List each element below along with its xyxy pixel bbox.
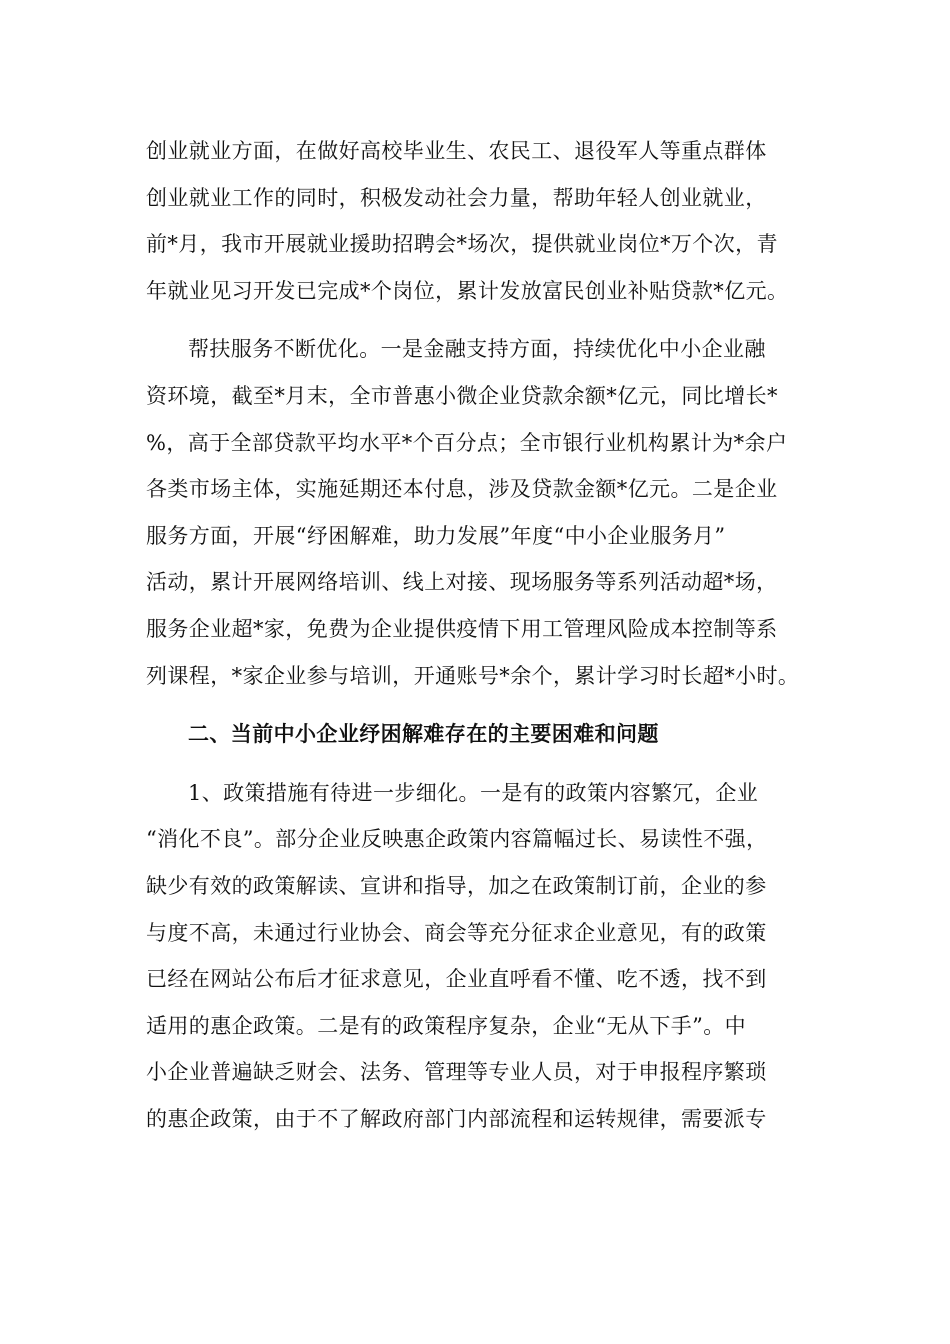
text-line: %，高于全部贷款平均水平*个百分点；全市银行业机构累计为*余户 — [146, 430, 788, 455]
text-line: 各类市场主体，实施延期还本付息，涉及贷款金额*亿元。二是企业 — [146, 477, 778, 502]
text-line: 小企业普遍缺乏财会、法务、管理等专业人员，对于申报程序繁琐 — [146, 1060, 767, 1085]
text-line: 服务企业超*家，免费为企业提供疫情下用工管理风险成本控制等系 — [146, 616, 778, 641]
text-line: 创业就业工作的同时，积极发动社会力量，帮助年轻人创业就业， — [146, 185, 767, 210]
text-line: “消化不良”。部分企业反映惠企政策内容篇幅过长、易读性不强， — [146, 827, 768, 852]
section-heading: 二、当前中小企业纾困解难存在的主要困难和问题 — [188, 721, 659, 747]
text-line: 活动，累计开展网络培训、线上对接、现场服务等系列活动超*场， — [146, 570, 778, 595]
paragraph-service-optimization — [146, 326, 826, 699]
paragraph-policy-issues — [146, 770, 826, 1143]
document-body — [146, 128, 826, 1142]
text-line: 前*月，我市开展就业援助招聘会*场次，提供就业岗位*万个次，青 — [146, 232, 778, 257]
text-line: 已经在网站公布后才征求意见，企业直呼看不懂、吃不透，找不到 — [146, 967, 767, 992]
paragraph-spacer — [146, 314, 826, 326]
text-line: 1、政策措施有待进一步细化。一是有的政策内容繁冗，企业 — [188, 780, 759, 805]
text-line: 创业就业方面，在做好高校毕业生、农民工、退役军人等重点群体 — [146, 139, 767, 163]
paragraph-spacer — [146, 758, 826, 770]
paragraph-employment — [146, 128, 826, 314]
text-line: 的惠企政策，由于不了解政府部门内部流程和运转规律，需要派专 — [146, 1106, 767, 1131]
text-line: 与度不高，未通过行业协会、商会等充分征求企业意见，有的政策 — [146, 920, 767, 945]
text-line: 服务方面，开展“纾困解难，助力发展”年度“中小企业服务月” — [146, 523, 726, 548]
text-line: 缺少有效的政策解读、宣讲和指导，加之在政策制订前，企业的参 — [146, 873, 767, 898]
text-line: 列课程，*家企业参与培训，开通账号*余个，累计学习时长超*小时。 — [146, 663, 800, 688]
text-line: 年就业见习开发已完成*个岗位，累计发放富民创业补贴贷款*亿元。 — [146, 278, 789, 303]
paragraph-spacer — [146, 699, 826, 711]
text-line: 适用的惠企政策。二是有的政策程序复杂，企业“无从下手”。中 — [146, 1013, 747, 1038]
text-line: 资环境，截至*月末，全市普惠小微企业贷款余额*亿元，同比增长* — [146, 383, 778, 408]
text-line: 帮扶服务不断优化。一是金融支持方面，持续优化中小企业融 — [188, 337, 766, 362]
